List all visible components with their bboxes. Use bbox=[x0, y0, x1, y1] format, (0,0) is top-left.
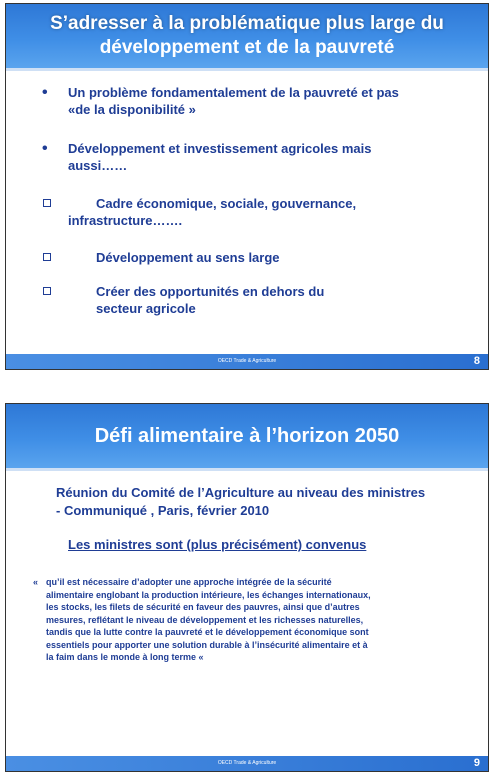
slide-9-footer bbox=[6, 756, 488, 771]
quote-line: tandis que la lutte contre la pauvreté et le développement économique sont bbox=[46, 627, 369, 637]
communique-quote bbox=[33, 576, 464, 664]
page-number: 8 bbox=[473, 355, 480, 367]
bullet-3-line-2: infrastructure……. bbox=[68, 213, 183, 228]
page-number: 9 bbox=[473, 757, 480, 769]
title-divider bbox=[6, 68, 488, 71]
bullet-4-line-1: Développement au sens large bbox=[96, 250, 280, 265]
checkbox-square-icon bbox=[43, 253, 51, 261]
quote-line: qu’il est nécessaire d’adopter une approche intégrée de la sécurité bbox=[46, 577, 332, 587]
bullet-2-line-1: Développement et investissement agricoles mais bbox=[68, 141, 372, 156]
bullet-item-1 bbox=[68, 84, 399, 118]
checkbox-square-icon bbox=[43, 287, 51, 295]
quote-open-mark: « bbox=[33, 577, 39, 587]
bullet-2-line-2: aussi…… bbox=[68, 158, 128, 173]
bullet-item-2 bbox=[68, 140, 371, 174]
checkbox-square-icon bbox=[43, 199, 51, 207]
slide-8-footer bbox=[6, 354, 488, 369]
bullet-1-line-1: Un problème fondamentalement de la pauvreté et pas bbox=[68, 85, 399, 100]
quote-line: mesures, reflétant le niveau de développement et les richesses naturelles, bbox=[46, 614, 364, 625]
meeting-heading-line-1: Réunion du Comité de l’Agriculture au niveau des ministres bbox=[56, 485, 426, 500]
quote-line: la faim dans le monde à long terme « bbox=[46, 652, 204, 662]
slide-8-title-bar bbox=[6, 4, 488, 68]
slide-8-title-line-2: développement et de la pauvreté bbox=[99, 37, 395, 58]
bullet-5-line-2: secteur agricole bbox=[96, 301, 196, 316]
meeting-heading bbox=[56, 484, 425, 520]
ministers-subheading: Les ministres sont (plus précisément) convenus bbox=[68, 537, 367, 552]
slide-8 bbox=[5, 3, 489, 370]
slide-9-title-bar bbox=[6, 404, 488, 468]
footer-text: OECD Trade & Agriculture bbox=[217, 760, 277, 766]
bullet-3-line-1: Cadre économique, sociale, gouvernance, bbox=[96, 196, 357, 211]
slide-9 bbox=[5, 403, 489, 772]
quote-line: alimentaire englobant la production intérieure, les échanges internationaux, bbox=[46, 589, 371, 600]
footer-text: OECD Trade & Agriculture bbox=[217, 358, 277, 364]
bullet-item-4 bbox=[96, 249, 280, 266]
bullet-1-line-2: «de la disponibilité » bbox=[68, 102, 196, 117]
slide-9-title: Défi alimentaire à l’horizon 2050 bbox=[94, 425, 400, 447]
quote-line: les stocks, les filets de sécurité en faveur des pauvres, ainsi que d’autres bbox=[46, 602, 360, 612]
title-divider bbox=[6, 468, 488, 471]
bullet-dot-icon: • bbox=[42, 140, 48, 157]
bullet-item-5 bbox=[96, 283, 324, 317]
bullet-dot-icon: • bbox=[42, 84, 48, 101]
meeting-heading-line-2: - Communiqué , Paris, février 2010 bbox=[56, 503, 270, 518]
bullet-5-line-1: Créer des opportunités en dehors du bbox=[96, 284, 325, 299]
bullet-item-3 bbox=[68, 195, 356, 229]
slide-8-title-line-1: S’adresser à la problématique plus large du bbox=[50, 13, 444, 34]
quote-line: essentiels pour apporter une solution durable à l’insécurité alimentaire et à bbox=[46, 639, 368, 650]
